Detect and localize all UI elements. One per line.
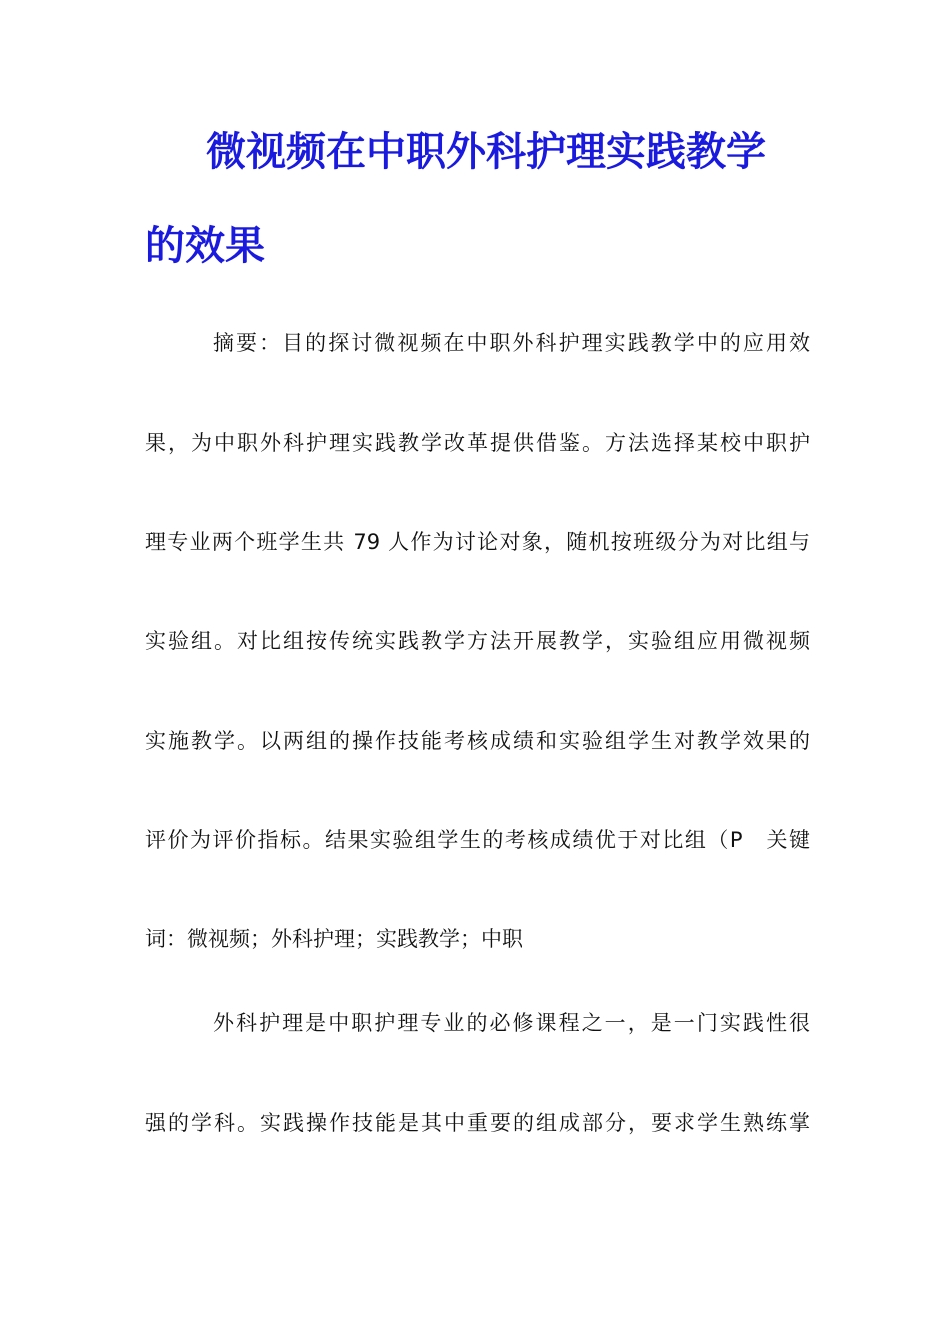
abstract-line-5: 实施教学。以两组的操作技能考核成绩和实验组学生对教学效果的 — [145, 729, 810, 753]
abstract-line-3: 理专业两个班学生共 79 人作为讨论对象，随机按班级分为对比组与 — [145, 530, 810, 554]
abstract-line-1: 摘要：目的探讨微视频在中职外科护理实践教学中的应用效 — [213, 331, 810, 355]
document-title-line-2: 的效果 — [145, 222, 265, 269]
abstract-line-2: 果，为中职外科护理实践教学改革提供借鉴。方法选择某校中职护 — [145, 431, 810, 455]
body-paragraph-line-2: 强的学科。实践操作技能是其中重要的组成部分，要求学生熟练掌 — [145, 1111, 810, 1135]
document-title-line-1: 微视频在中职外科护理实践教学 — [206, 128, 766, 175]
body-paragraph-line-1: 外科护理是中职护理专业的必修课程之一，是一门实践性很 — [213, 1011, 810, 1035]
keywords-line: 词：微视频；外科护理；实践教学；中职 — [145, 927, 523, 951]
abstract-line-6: 评价为评价指标。结果实验组学生的考核成绩优于对比组（P 关键 — [145, 828, 810, 852]
abstract-line-4: 实验组。对比组按传统实践教学方法开展教学，实验组应用微视频 — [145, 629, 810, 653]
